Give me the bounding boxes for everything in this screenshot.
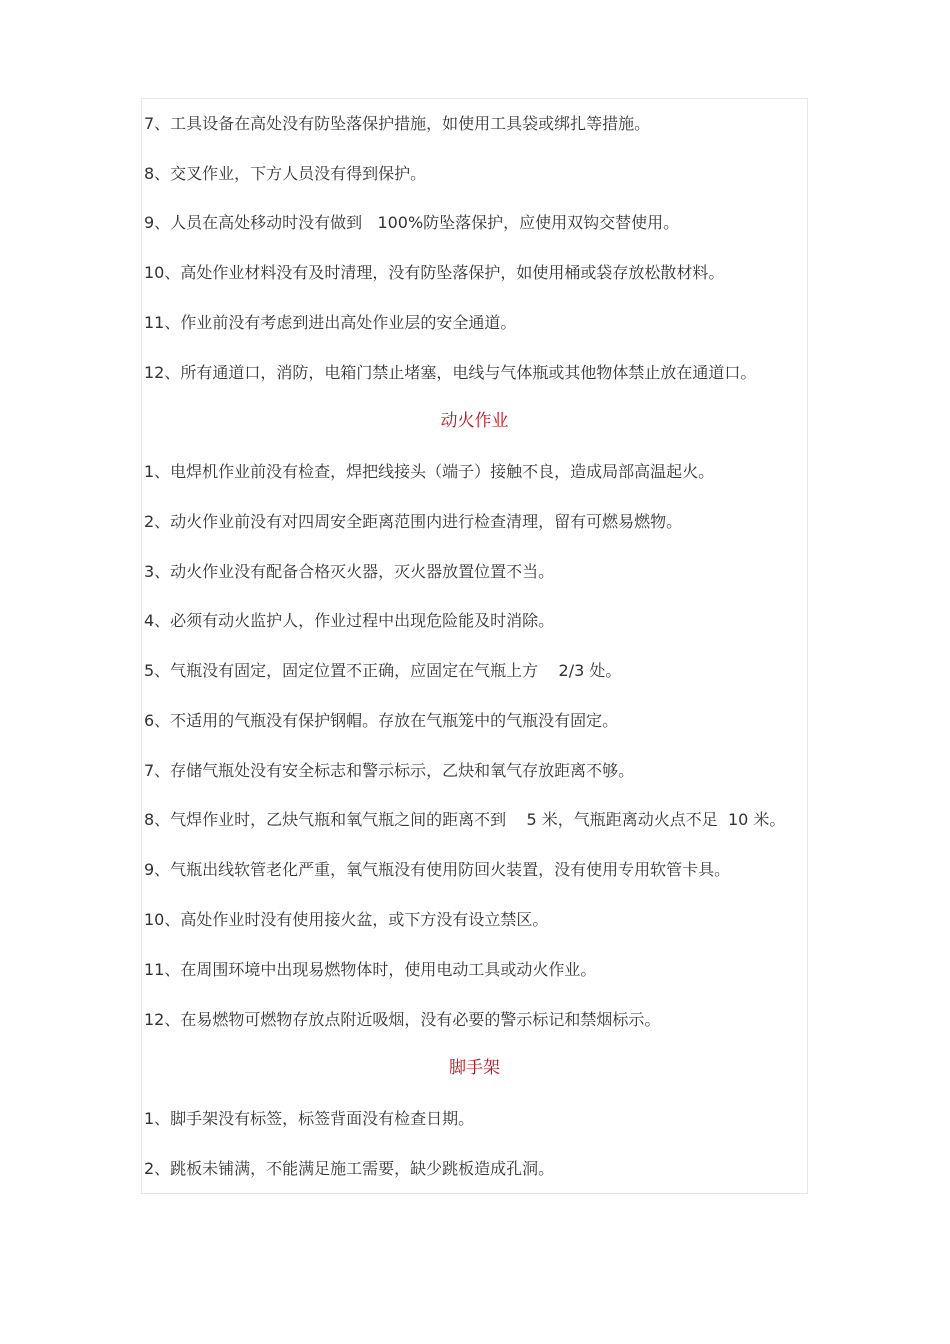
list-item: 4、必须有动火监护人，作业过程中出现危险能及时消除。 (144, 611, 555, 630)
list-item: 8、气焊作业时，乙炔气瓶和氧气瓶之间的距离不到 5 米，气瓶距离动火点不足 10 米。 (144, 810, 786, 829)
list-item: 2、跳板未铺满，不能满足施工需要，缺少跳板造成孔洞。 (144, 1159, 555, 1178)
list-item: 7、工具设备在高处没有防坠落保护措施，如使用工具袋或绑扎等措施。 (144, 114, 651, 133)
list-item: 11、在周围环境中出现易燃物体时，使用电动工具或动火作业。 (144, 960, 597, 979)
list-item: 1、电焊机作业前没有检查，焊把线接头（端子）接触不良，造成局部高温起火。 (144, 462, 715, 481)
list-item: 11、作业前没有考虑到进出高处作业层的安全通道。 (144, 313, 517, 332)
list-item: 6、不适用的气瓶没有保护钢帽。存放在气瓶笼中的气瓶没有固定。 (144, 711, 619, 730)
list-item: 3、动火作业没有配备合格灭火器，灭火器放置位置不当。 (144, 562, 555, 581)
list-item: 7、存储气瓶处没有安全标志和警示标示，乙炔和氧气存放距离不够。 (144, 761, 635, 780)
list-item: 10、高处作业时没有使用接火盆，或下方没有设立禁区。 (144, 910, 549, 929)
section-heading-hot-work: 动火作业 (440, 411, 509, 431)
list-item: 12、在易燃物可燃物存放点附近吸烟，没有必要的警示标记和禁烟标示。 (144, 1010, 661, 1029)
list-item: 5、气瓶没有固定，固定位置不正确，应固定在气瓶上方 2/3 处。 (144, 661, 622, 680)
list-item: 1、脚手架没有标签，标签背面没有检查日期。 (144, 1109, 475, 1128)
list-item: 12、所有通道口，消防，电箱门禁止堵塞，电线与气体瓶或其他物体禁止放在通道口。 (144, 363, 757, 382)
list-item: 9、人员在高处移动时没有做到 100%防坠落保护，应使用双钩交替使用。 (144, 213, 680, 232)
list-item: 2、动火作业前没有对四周安全距离范围内进行检查清理，留有可燃易燃物。 (144, 512, 683, 531)
list-item: 9、气瓶出线软管老化严重，氧气瓶没有使用防回火装置，没有使用专用软管卡具。 (144, 860, 731, 879)
section-heading-scaffold: 脚手架 (449, 1058, 500, 1078)
list-item: 10、高处作业材料没有及时清理，没有防坠落保护，如使用桶或袋存放松散材料。 (144, 263, 725, 282)
list-item: 8、交叉作业，下方人员没有得到保护。 (144, 164, 427, 183)
